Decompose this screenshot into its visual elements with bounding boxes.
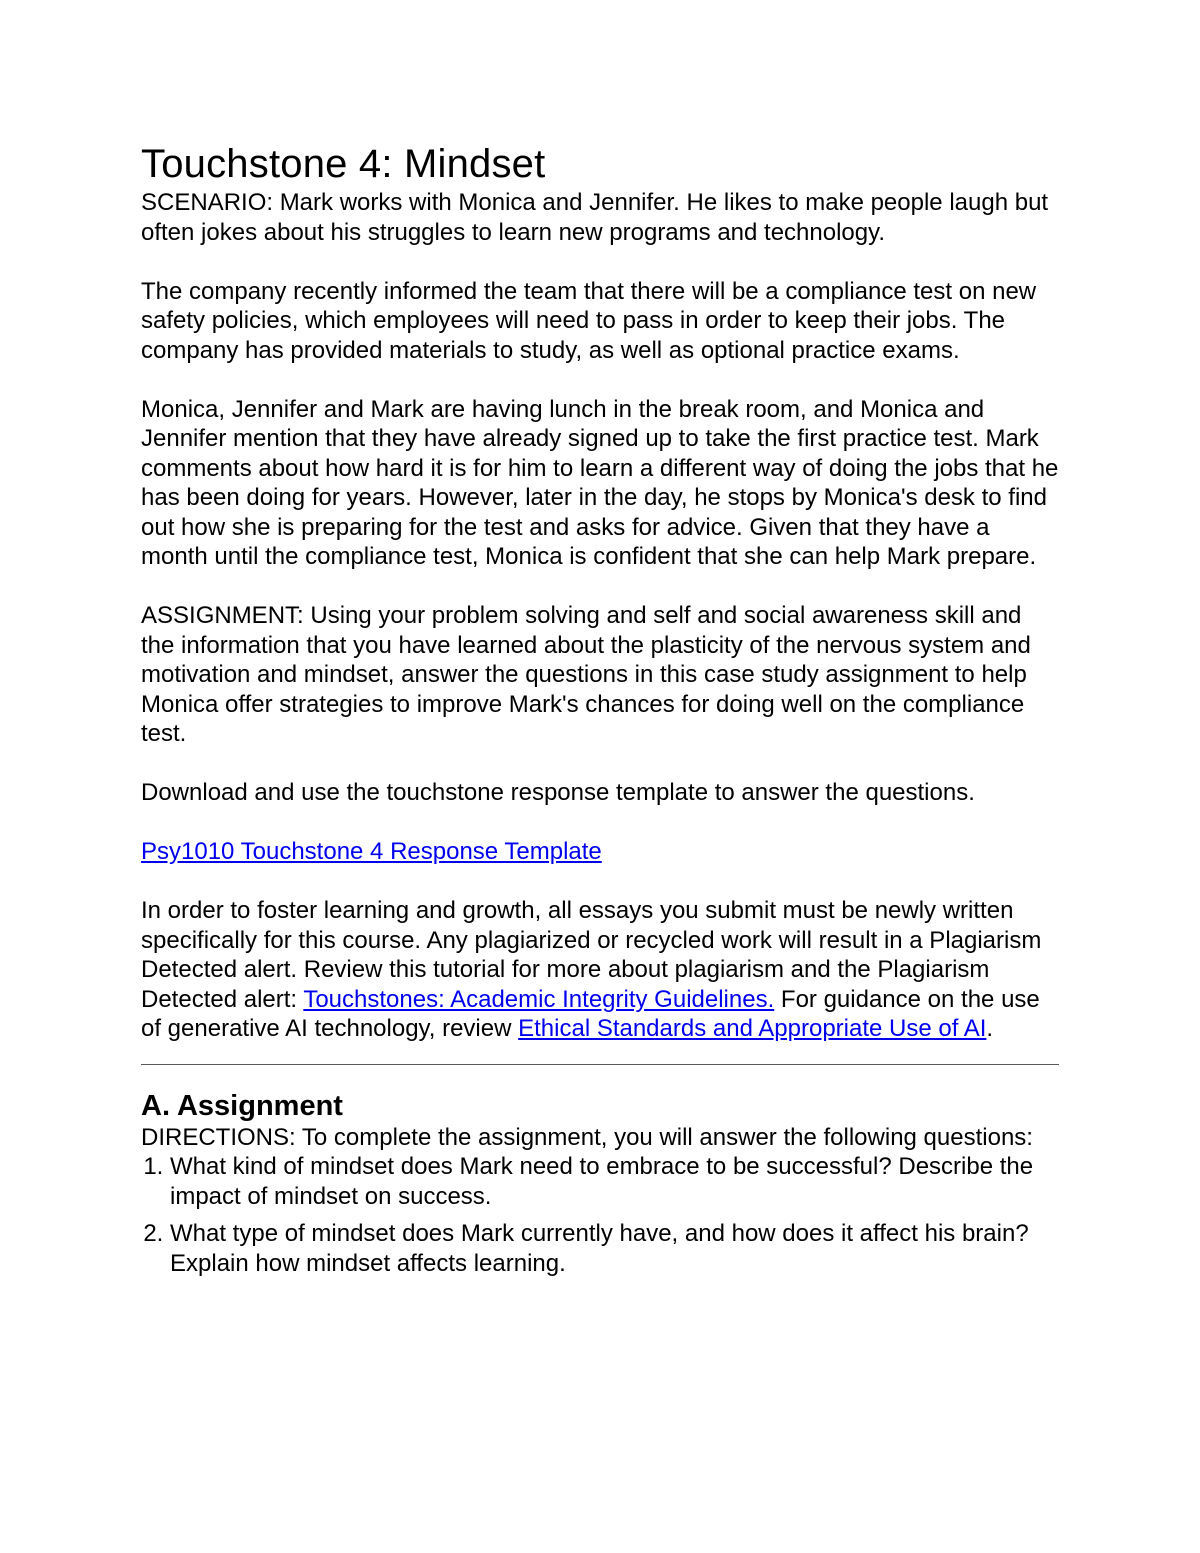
lunch-paragraph: Monica, Jennifer and Mark are having lunch in the break room, and Monica and Jennifer mention that they have already signed up to take the first practice test. Mark comments about how hard it is for him to learn a different way of doing the jobs that he has been doing for years. However, later in the day, he stops by Monica's desk to find out how she is preparing for the test and asks for advice. Given that they have a month until the compliance test, Monica is confident that she can help Mark prepare. bbox=[141, 395, 1059, 570]
paragraph-gap bbox=[141, 572, 1061, 602]
assignment-paragraph: ASSIGNMENT: Using your problem solving and self and social awareness skill and the information that you have learned about the plasticity of the nervous system and motivation and mindset, answer the questions in this case study assignment to help Monica offer strategies to improve Mark's chances for doing well on the compliance test. bbox=[141, 602, 1031, 747]
response-template-link[interactable]: Psy1010 Touchstone 4 Response Template bbox=[141, 838, 602, 865]
scenario-paragraph: SCENARIO: Mark works with Monica and Jennifer. He likes to make people laugh but often jokes about his struggles to learn new programs and technology. bbox=[141, 189, 1049, 246]
paragraph-gap bbox=[141, 365, 1061, 395]
paragraph-gap bbox=[141, 808, 1061, 838]
question-item: 2. What type of mindset does Mark currently have, and how does it affect his brain? Explain how mindset affects learning. bbox=[170, 1219, 1061, 1278]
section-heading-assignment: A. Assignment bbox=[141, 1089, 343, 1122]
document-page bbox=[141, 140, 1061, 1286]
plagiarism-text-1: In order to foster learning and growth, all essays you submit must be newly written specifically for this course. Any plagiarized or recycled work will result in a Plagiarism Detected alert. Review this tutorial for more about plagiarism and the Plagiarism Detected alert: bbox=[141, 897, 1042, 1013]
paragraph-gap bbox=[141, 749, 1061, 779]
questions-list bbox=[141, 1152, 1061, 1278]
academic-integrity-link[interactable]: Touchstones: Academic Integrity Guidelines. bbox=[303, 985, 775, 1013]
plagiarism-text-3: . bbox=[986, 1015, 994, 1042]
company-paragraph: The company recently informed the team that there will be a compliance test on new safety policies, which employees will need to pass in order to keep their jobs. The company has provided materials to study, as well as optional practice exams. bbox=[141, 277, 1037, 364]
plagiarism-paragraph bbox=[141, 896, 1061, 1044]
download-paragraph: Download and use the touchstone response template to answer the questions. bbox=[141, 779, 975, 806]
question-item: 1. What kind of mindset does Mark need to embrace to be successful? Describe the impact of mindset on success. bbox=[170, 1152, 1061, 1211]
page-title: Touchstone 4: Mindset bbox=[141, 142, 546, 186]
ethical-standards-ai-link[interactable]: Ethical Standards and Appropriate Use of AI bbox=[518, 1015, 987, 1042]
plagiarism-text-2: For guidance on the use of generative AI technology, review bbox=[141, 985, 1040, 1042]
paragraph-gap bbox=[141, 867, 1061, 897]
section-divider bbox=[141, 1064, 1059, 1065]
paragraph-gap bbox=[141, 247, 1061, 277]
directions-paragraph: DIRECTIONS: To complete the assignment, you will answer the following questions: bbox=[141, 1123, 1033, 1151]
template-link-paragraph bbox=[141, 837, 1061, 867]
